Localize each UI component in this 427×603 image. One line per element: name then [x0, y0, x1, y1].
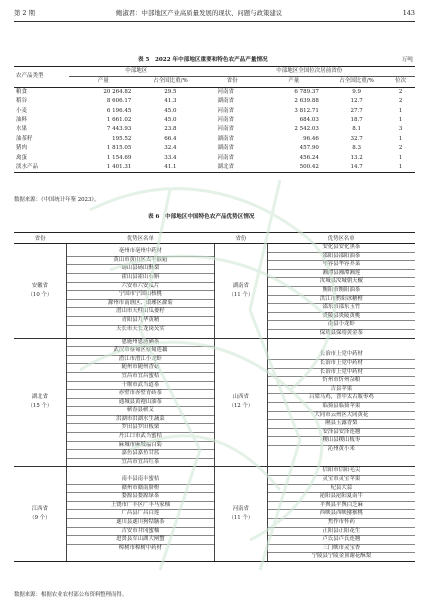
zone-item: 忻州市忻州杂粮	[268, 377, 415, 386]
issue-number: 第 2 期	[14, 9, 35, 17]
cell-rank: 1	[398, 135, 403, 142]
cell-rank: 2	[398, 145, 403, 152]
zone-item: 长治市上党中药材	[268, 360, 415, 369]
cell-share2: 8.1	[352, 126, 361, 133]
cell-share2: 9.9	[352, 88, 361, 95]
cell-share: 29.5	[164, 88, 177, 95]
zone-item: 南县小龙虾	[268, 321, 415, 330]
province-cell-right: 山西省 （12 个）	[214, 338, 267, 467]
running-title: 鲍淑君：中部地区产业高质量发展的现状、问题与政策建议	[116, 9, 283, 17]
zone-item: 潜山市天柱山瓜蒌籽	[67, 308, 214, 317]
cell-production2: 2 639.88	[294, 98, 319, 105]
cell-production: 20 264.82	[103, 88, 132, 95]
cell-production: 6 196.45	[106, 107, 132, 114]
cell-share: 66.4	[164, 135, 177, 142]
cell-type: 小麦	[16, 107, 28, 114]
zone-item: 麻城市麻城福白菊	[67, 442, 214, 451]
zone-item: 泌阳县泌阳夏南牛	[268, 493, 415, 502]
zone-item: 炎陵县炎陵黄桃	[268, 313, 415, 322]
cell-rank: 2	[398, 98, 403, 105]
table5-caption: 表 5 2022 年中部地区重要和特色农产品产量情况	[138, 57, 268, 63]
col-zone-right: 优势区名单	[267, 233, 415, 244]
table6-block	[14, 338, 415, 467]
cell-production2: 500.42	[261, 163, 327, 173]
table5-row	[14, 87, 415, 97]
zone-item: 杞县大蒜	[268, 485, 415, 494]
province-cell-left: 安徽省 （10 个）	[14, 244, 66, 339]
zone-item: 安泽县安泽连翘	[268, 429, 415, 438]
zone-item: 洪湖市洪湖水生蔬菜	[67, 416, 214, 425]
zone-item: 焦作市怀药	[268, 519, 415, 528]
zone-item: 遂川县遂川狗牯脑茶	[67, 519, 214, 528]
zone-item: 洪江市黔阳冰糖橙	[268, 296, 415, 305]
zone-item: 临猗县临猗苹果	[268, 403, 415, 412]
zone-item: 卢氏县卢氏连翘	[268, 536, 415, 545]
zone-list-left	[66, 467, 214, 562]
cell-share2: 27.7	[350, 107, 363, 114]
zone-item: 樟树市樟树中药材	[118, 544, 162, 551]
cell-production: 1 401.31	[69, 163, 137, 173]
cell-production: 8 606.17	[106, 98, 132, 105]
cell-production2: 456.24	[299, 154, 319, 161]
zone-item: 青阳县九华黄精	[67, 317, 214, 326]
cell-production2: 3 812.71	[294, 107, 319, 114]
cell-province: 河南省	[217, 154, 234, 161]
zone-list-right	[267, 467, 415, 562]
province-cell-right: 河南省 （11 个）	[214, 467, 267, 562]
zone-item: 南丰县南丰蜜桔	[67, 476, 214, 485]
province-cell-right: 湖南省 （11 个）	[214, 244, 267, 339]
page-number: 143	[402, 9, 415, 17]
table5-row	[14, 107, 415, 116]
zone-item: 邵阳县邵阳油茶	[268, 253, 415, 262]
zone-item: 长治市上党中药材	[268, 369, 415, 378]
cell-production2: 96.46	[303, 135, 319, 142]
zone-list-right	[267, 244, 415, 339]
zone-item: 吉县苹果	[268, 386, 415, 395]
zone-item: 湘潭县湘潭湘莲	[268, 270, 415, 279]
zone-item: 赣州市赣南脐橙	[67, 485, 214, 494]
cell-type: 禽蛋	[16, 154, 28, 161]
zone-item: 黄山市黄山区太平猴魁	[67, 257, 214, 266]
cell-share2: 12.7	[350, 98, 363, 105]
zone-item: 隰县玉露香梨	[268, 420, 415, 429]
table6-block	[14, 467, 415, 562]
zone-item: 赤壁市赤壁青砖茶	[67, 390, 214, 399]
zone-item: 衡阳市衡阳油茶	[268, 287, 415, 296]
zone-item: 嘉鱼县嘉鱼甘蓝	[67, 450, 214, 459]
col-province: 省份	[203, 77, 260, 87]
cell-type: 猪肉	[16, 145, 28, 152]
col-group-central: 中部地区	[69, 67, 203, 77]
cell-production2: 684.03	[299, 117, 319, 124]
cell-type: 水果	[16, 126, 28, 133]
table5	[14, 66, 415, 173]
zone-item: 武汉市蔡甸区蔡甸莲藕	[67, 347, 214, 356]
zone-item: 沁州黄小米	[327, 445, 355, 452]
zone-item: 六安市六安瓜片	[67, 283, 214, 292]
cell-rank: 2	[398, 88, 403, 95]
zone-item: 婺源县婺源绿茶	[67, 493, 214, 502]
zone-item: 正阳县正阳花生	[268, 528, 415, 537]
cell-share: 33.4	[164, 154, 177, 161]
zone-item: 信阳市信阳毛尖	[268, 467, 415, 476]
zone-item: 汝城县汝城朝天椒	[268, 278, 415, 287]
cell-type: 淡水产品	[14, 163, 69, 173]
cell-province: 湖南省	[217, 98, 234, 105]
col-province-left: 省份	[14, 233, 66, 244]
table5-row	[14, 144, 415, 153]
cell-production: 195.52	[112, 135, 132, 142]
cell-share2: 8.3	[352, 145, 361, 152]
table5-row	[14, 116, 415, 125]
cell-production: 1 154.69	[106, 154, 132, 161]
zone-item: 潜江市潜江小龙虾	[67, 356, 214, 365]
cell-province: 河南省	[217, 126, 234, 133]
zone-item: 吉安市井冈蜜柚	[67, 528, 214, 537]
col-group-top: 中部地区全国位次居前省份	[203, 67, 415, 77]
cell-province: 河南省	[217, 107, 234, 114]
zone-list-left	[66, 338, 214, 467]
zone-item: 蕲春县蕲艾	[67, 407, 214, 416]
zone-item: 随州市随州香菇	[67, 364, 214, 373]
table6-caption: 表 6 中部地区中国特色农产品优势区情况	[148, 214, 255, 220]
cell-type: 油茶籽	[16, 135, 33, 142]
cell-share: 45.0	[164, 107, 177, 114]
zone-item: 宜昌市宜昌红茶	[121, 458, 160, 465]
cell-share: 45.0	[164, 117, 177, 124]
cell-share2: 32.7	[350, 135, 363, 142]
zone-item: 广昌县广昌白莲	[67, 510, 214, 519]
zone-item: 进贤县军山湖大闸蟹	[67, 536, 214, 545]
col-province-right: 省份	[214, 233, 267, 244]
cell-rank: 1	[386, 163, 415, 173]
cell-rank: 1	[398, 154, 403, 161]
zone-item: 宁陵县宁陵金顶谢花酥梨	[311, 553, 372, 560]
cell-rank: 1	[398, 117, 403, 124]
cell-share2: 14.7	[327, 163, 386, 173]
cell-share: 23.8	[164, 126, 177, 133]
zone-item: 稷山县稷山板枣	[268, 437, 415, 446]
zone-item: 安化县安化黑茶	[268, 244, 415, 253]
zone-item: 三门峡市灵宝杏	[268, 545, 415, 554]
zone-item: 滁州市南谯区、琅琊区滁菊	[67, 300, 214, 309]
cell-share2: 18.7	[350, 117, 363, 124]
cell-province: 河南省	[217, 88, 234, 95]
cell-share: 32.4	[164, 145, 177, 152]
zone-item: 丹江口市武当蜜桔	[67, 433, 214, 442]
col-production: 产量	[69, 77, 137, 87]
cell-province: 湖北省	[203, 163, 260, 173]
table5-source: 数据来源：《中国统计年鉴 2023》。	[14, 197, 100, 203]
table6-block	[14, 244, 415, 339]
zone-item: 长治市上党中药材	[268, 351, 415, 360]
table5-unit: 万吨	[401, 57, 413, 63]
zone-item: 十堰市武当道茶	[67, 382, 214, 391]
zone-item: 天长市天长龙岗芡实	[116, 325, 165, 332]
zone-item: 恩施州恩施硒茶	[67, 339, 214, 348]
cell-type: 稻谷	[16, 98, 28, 105]
zone-item: 砀山县砀山酥梨	[67, 265, 214, 274]
zone-item: 宁国市宁国山核桃	[67, 291, 214, 300]
cell-production: 7 443.93	[106, 126, 132, 133]
cell-production2: 2 542.03	[294, 126, 319, 133]
col-type: 农产品类型	[14, 67, 69, 88]
province-cell-left: 湖北省 （15 个）	[14, 338, 66, 467]
table6-source: 数据来源：根据农业农村部公布资料整理而得。	[14, 592, 128, 598]
province-cell-left: 江西省 （9 个）	[14, 467, 66, 562]
table5-row	[14, 125, 415, 134]
zone-item: 通城县黄袍山油茶	[67, 399, 214, 408]
cell-production: 1 815.05	[106, 145, 132, 152]
zone-item: 大同市云州区大同黄花	[268, 412, 415, 421]
zone-item: 西峡县西峡猕猴桃	[268, 510, 415, 519]
col-rank: 位次	[386, 77, 415, 87]
cell-rank: 1	[398, 107, 403, 114]
col-production2: 产量	[261, 77, 327, 87]
zone-item: 吕梁乌鸡，晋中太古瓶枣鸡	[268, 394, 415, 403]
col-share2: 占全国比重/%	[327, 77, 386, 87]
cell-rank: 3	[398, 126, 403, 133]
zone-item: 宜昌市宜昌蜜桔	[67, 373, 214, 382]
running-header	[14, 6, 415, 20]
cell-province: 河南省	[217, 117, 234, 124]
zone-item: 保靖县保靖黄金茶	[319, 329, 363, 336]
zone-item: 灵宝市灵宝苹果	[268, 476, 415, 485]
cell-province: 湖南省	[217, 135, 234, 142]
zone-item: 邵东市邵东玉竹	[268, 304, 415, 313]
table5-row	[14, 163, 415, 173]
zone-item: 上饶市广丰区广丰马家柚	[67, 502, 214, 511]
zone-list-left	[66, 244, 214, 339]
col-zone-left: 优势区名单	[66, 233, 214, 244]
header-rule	[14, 21, 415, 22]
zone-item: 华容县华容芥菜	[268, 261, 415, 270]
cell-share: 41.1	[137, 163, 203, 173]
table6	[14, 232, 415, 562]
cell-province: 湖南省	[217, 145, 234, 152]
zone-item: 平舆县平舆白芝麻	[268, 502, 415, 511]
col-share: 占全国比重/%	[137, 77, 203, 87]
zone-item: 亳州市亳州中药材	[67, 248, 214, 257]
zone-list-right	[267, 338, 415, 467]
table5-row	[14, 97, 415, 106]
cell-type: 油料	[16, 117, 28, 124]
cell-production: 1 661.02	[106, 117, 132, 124]
table5-row	[14, 135, 415, 144]
cell-share2: 13.2	[350, 154, 363, 161]
cell-production2: 6 789.37	[294, 88, 319, 95]
table5-row	[14, 154, 415, 163]
cell-production2: 457.90	[299, 145, 319, 152]
cell-type: 粮食	[16, 88, 28, 95]
zone-item: 罗田县罗田板栗	[67, 424, 214, 433]
cell-share: 41.3	[164, 98, 177, 105]
zone-item: 霍山县霍山石斛	[67, 274, 214, 283]
